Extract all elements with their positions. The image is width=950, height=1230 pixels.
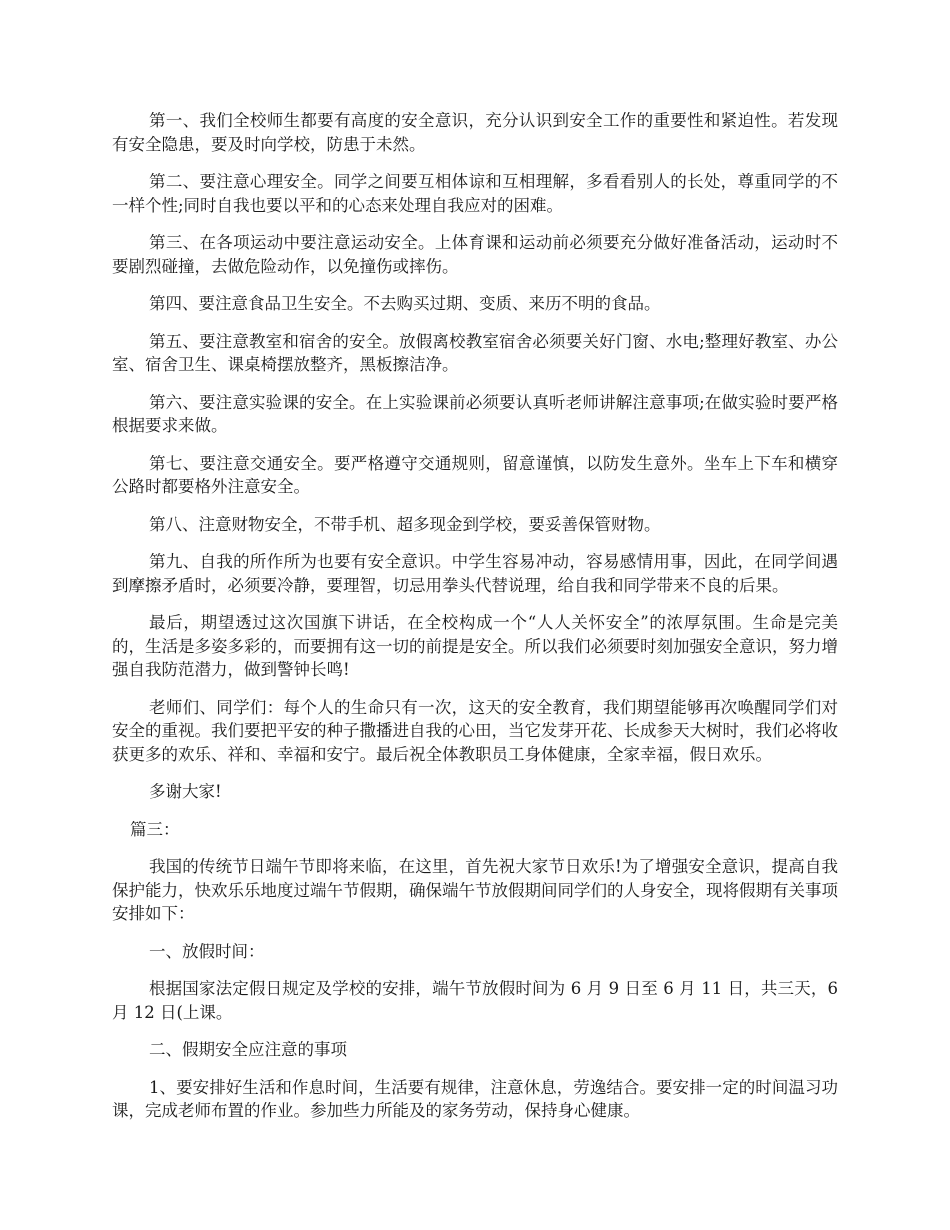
paragraph-2: 第二、要注意心理安全。同学之间要互相体谅和互相理解，多看看别人的长处，尊重同学的不一样个性;同时自我也要以平和的心态来处理自我应对的困难。 (112, 172, 838, 215)
paragraph-5: 第五、要注意教室和宿舍的安全。放假离校教室宿舍必须要关好门窗、水电;整理好教室、办公室、宿舍卫生、课桌椅摆放整齐，黑板擦洁净。 (112, 331, 838, 374)
section-paragraph-4: 二、假期安全应注意的事项 (149, 1040, 347, 1059)
document-body (112, 109, 838, 1137)
paragraph-7: 第七、要注意交通安全。要严格遵守交通规则，留意谨慎，以防发生意外。坐车上下车和横穿公路时都要格外注意安全。 (112, 453, 838, 496)
paragraph-12: 多谢大家! (149, 782, 222, 801)
paragraph-10: 最后，期望透过这次国旗下讲话，在全校构成一个“人人关怀安全”的浓厚氛围。生命是完美的，生活是多姿多彩的，而要拥有这一切的前提是安全。所以我们必须要时刻加强安全意识，努力增强自我防范潜力，做到警钟长鸣! (112, 613, 838, 679)
section-heading: 篇三： (130, 819, 180, 839)
paragraph-11: 老师们、同学们：每个人的生命只有一次，这天的安全教育，我们期望能够再次唤醒同学们对安全的重视。我们要把平安的种子撒播进自我的心田，当它发芽开花、长成参天大树时，我们必将收获更多的欢乐、祥和、幸福和安宁。最后祝全体教职员工身体健康，全家幸福，假日欢乐。 (112, 697, 838, 764)
paragraph-1: 第一、我们全校师生都要有高度的安全意识，充分认识到安全工作的重要性和紧迫性。若发现有安全隐患，要及时向学校，防患于未然。 (112, 111, 838, 154)
section-paragraph-2: 一、放假时间： (149, 941, 265, 961)
section-paragraph-5: 1、要安排好生活和作息时间，生活要有规律，注意休息，劳逸结合。要安排一定的时间温习功课，完成老师布置的作业。参加些力所能及的家务劳动，保持身心健康。 (112, 1077, 838, 1120)
section-paragraph-3: 根据国家法定假日规定及学校的安排，端午节放假时间为 6 月 9 日至 6 月 11 日，共三天，6 月 12 日(上课。 (112, 979, 838, 1022)
paragraph-4: 第四、要注意食品卫生安全。不去购买过期、变质、来历不明的食品。 (149, 294, 661, 313)
paragraph-9: 第九、自我的所作所为也要有安全意识。中学生容易冲动，容易感情用事，因此，在同学间遇到摩擦矛盾时，必须要冷静，要理智，切忌用拳头代替说理，给自我和同学带来不良的后果。 (112, 552, 838, 595)
paragraph-8: 第八、注意财物安全，不带手机、超多现金到学校，要妥善保管财物。 (149, 514, 661, 534)
section-paragraph-1: 我国的传统节日端午节即将来临，在这里，首先祝大家节日欢乐!为了增强安全意识，提高自我保护能力，快欢乐乐地度过端午节假期，确保端午节放假期间同学们的人身安全，现将假期有关事项安排如下： (112, 857, 838, 923)
paragraph-6: 第六、要注意实验课的安全。在上实验课前必须要认真听老师讲解注意事项;在做实验时要严格根据要求来做。 (112, 392, 838, 435)
paragraph-3: 第三、在各项运动中要注意运动安全。上体育课和运动前必须要充分做好准备活动，运动时不要剧烈碰撞，去做危险动作，以免撞伤或摔伤。 (112, 233, 838, 276)
